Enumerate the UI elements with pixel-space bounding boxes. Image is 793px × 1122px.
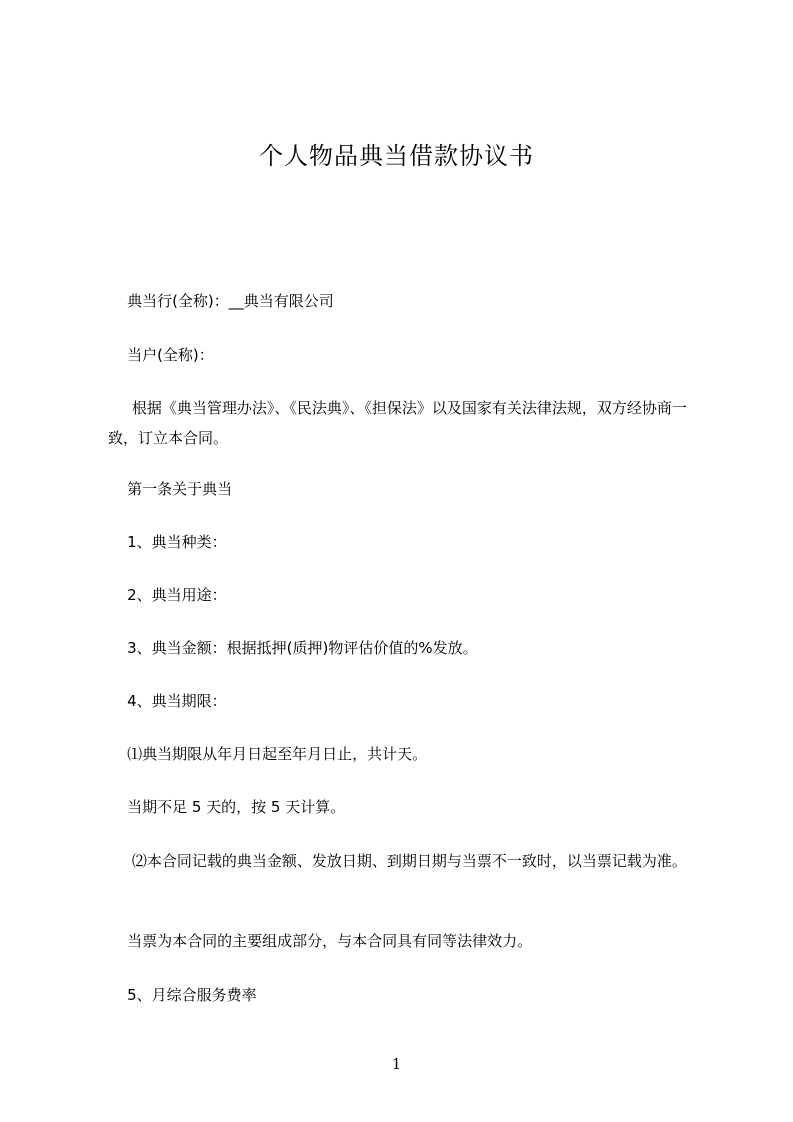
paragraph-ticket-priority: ⑵本合同记载的典当金额、发放日期、到期日期与当票不一致时，以当票记载为准。 (108, 852, 687, 870)
paragraph-article-1: 第一条关于典当 (108, 480, 233, 498)
paragraph-pawn-use: 2、典当用途： (108, 586, 227, 604)
paragraph-preamble: 根据《典当管理办法》、《民法典》、《担保法》以及国家有关法律法规，双方经协商一致，订立本合同。 (108, 399, 687, 447)
document-title: 个人物品典当借款协议书 (259, 142, 534, 170)
paragraph-pawn-amount: 3、典当金额：根据抵押(质押)物评估价值的%发放。 (108, 639, 478, 657)
paragraph-client: 当户(全称)： (108, 346, 214, 364)
paragraph-minimum-days: 当期不足 5 天的，按 5 天计算。 (108, 798, 346, 816)
page-number: 1 (391, 1055, 402, 1073)
paragraph-pawn-type: 1、典当种类： (108, 533, 227, 551)
paragraph-pawnshop: 典当行(全称)：__典当有限公司 (108, 292, 334, 310)
paragraph-pawn-term: 4、典当期限： (108, 692, 227, 710)
paragraph-term-detail: ⑴典当期限从年月日起至年月日止，共计天。 (108, 745, 428, 763)
paragraph-service-fee: 5、月综合服务费率 (108, 986, 257, 1004)
paragraph-ticket-validity: 当票为本合同的主要组成部分，与本合同具有同等法律效力。 (108, 932, 533, 950)
